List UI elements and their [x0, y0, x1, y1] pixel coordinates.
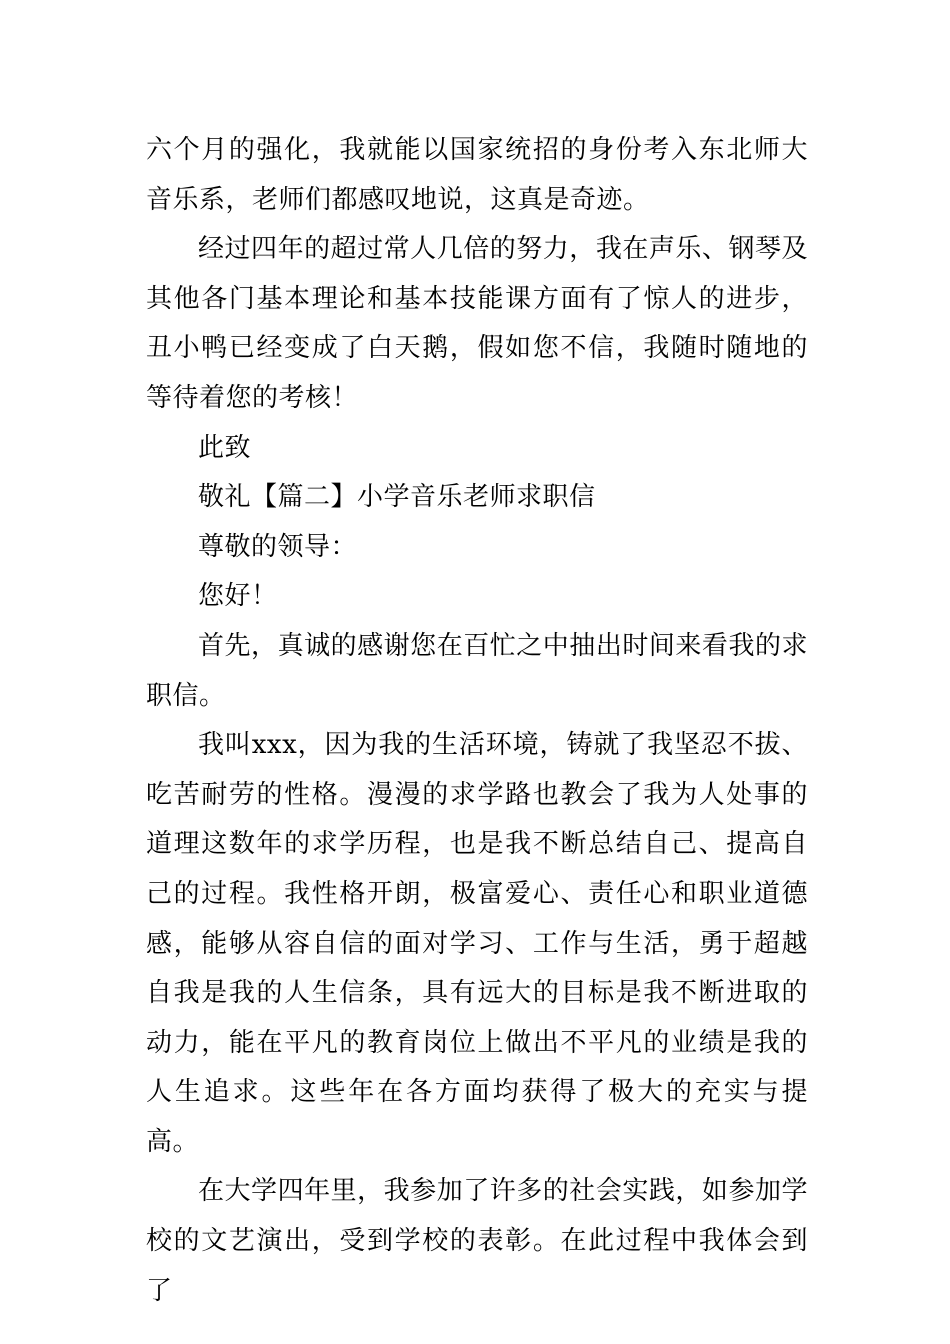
- paragraph-5: 尊敬的领导：: [198, 531, 358, 562]
- paragraph-7: 首先，真诚的感谢您在百忙之中抽出时间来看我的求职信。: [146, 630, 808, 711]
- paragraph-9: 在大学四年里，我参加了许多的社会实践，如参加学校的文艺演出，受到学校的表彰。在此过程中我体会到了: [146, 1176, 808, 1306]
- paragraph-2: 经过四年的超过常人几倍的努力，我在声乐、钢琴及其他各门基本理论和基本技能课方面有了惊人的进步，丑小鸭已经变成了白天鹅，假如您不信，我随时随地的等待着您的考核！: [146, 234, 808, 413]
- paragraph-3: 此致: [198, 432, 252, 463]
- document-body: [146, 126, 808, 1316]
- paragraph-6: 您好！: [198, 581, 278, 612]
- paragraph-8: 我叫xxx，因为我的生活环境，铸就了我坚忍不拔、吃苦耐劳的性格。漫漫的求学路也教会了我为人处事的道理这数年的求学历程，也是我不断总结自己、提高自己的过程。我性格开朗，极富爱心、责任心和职业道德感，能够从容自信的面对学习、工作与生活，勇于超越自我是我的人生信条，具有远大的目标是我不断进取的动力，能在平凡的教育岗位上做出不平凡的业绩是我的人生追求。这些年在各方面均获得了极大的充实与提高。: [146, 730, 808, 1157]
- paragraph-4: 敬礼【篇二】小学音乐老师求职信: [198, 482, 596, 513]
- paragraph-1: 六个月的强化，我就能以国家统招的身份考入东北师大音乐系，老师们都感叹地说，这真是奇迹。: [146, 135, 808, 215]
